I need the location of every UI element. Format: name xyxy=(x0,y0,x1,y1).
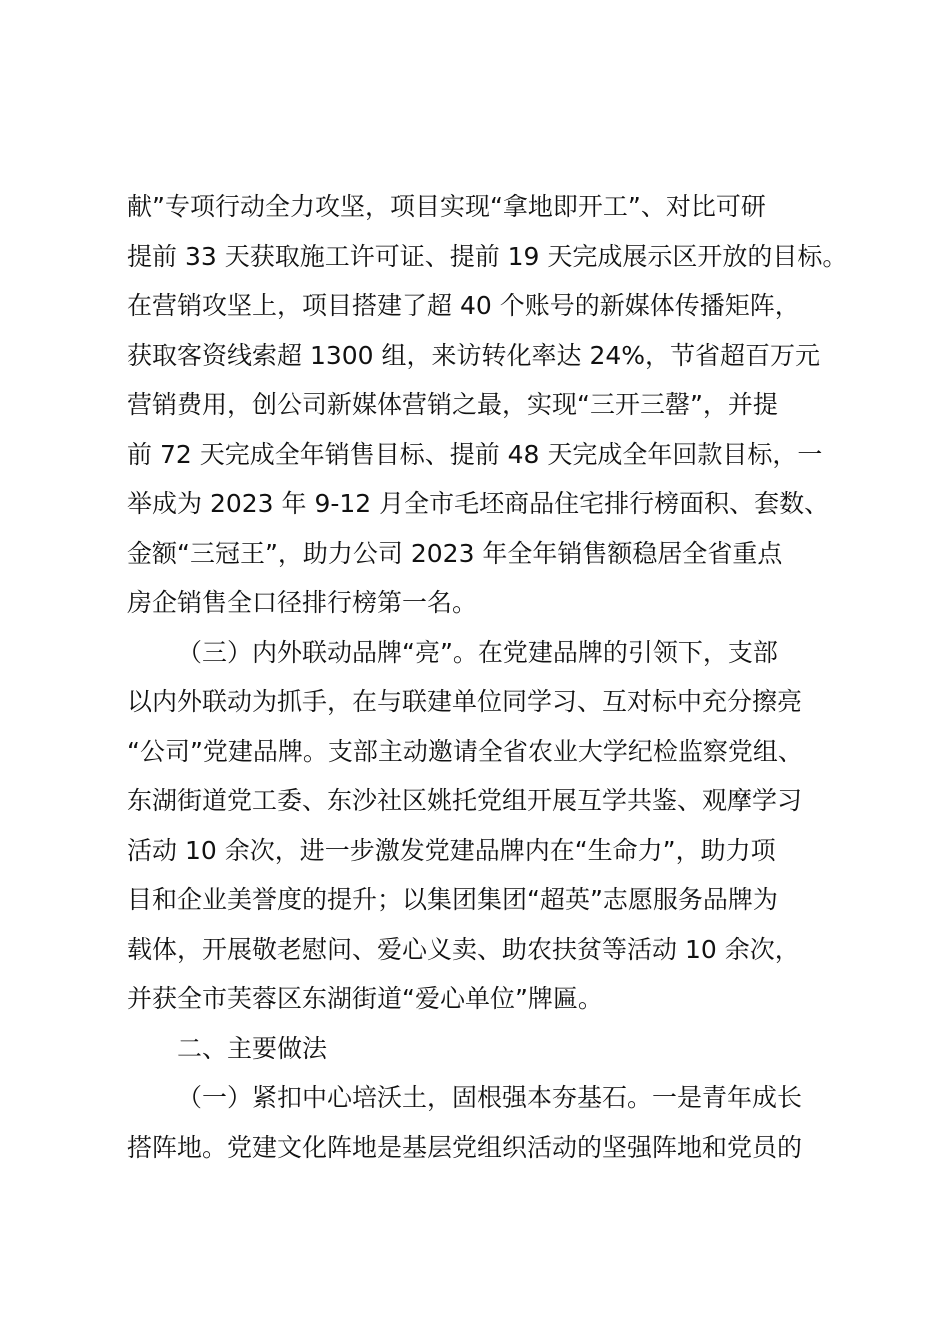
text-line-12: “公司”党建品牌。支部主动邀请全省农业大学纪检监察党组、 xyxy=(127,736,803,766)
text-line-8: 金额“三冠王”，助力公司 2023 年全年销售额稳居全省重点 xyxy=(127,538,783,568)
text-line-2: 提前 33 天获取施工许可证、提前 19 天完成展示区开放的目标。 xyxy=(127,241,848,271)
text-line-5: 营销费用，创公司新媒体营销之最，实现“三开三罄”，并提 xyxy=(127,390,778,419)
text-line-17: 并获全市芙蓉区东湖街道“爱心单位”牌匾。 xyxy=(127,984,603,1013)
text-line-3: 在营销攻坚上，项目搭建了超 40 个账号的新媒体传播矩阵， xyxy=(127,291,800,320)
body-text xyxy=(127,182,857,1172)
section-heading-main-methods: 二、主要做法 xyxy=(177,1033,328,1063)
text-line-16: 载体，开展敬老慰问、爱心义卖、助农扶贫等活动 10 余次， xyxy=(127,934,800,964)
text-line-1: 献”专项行动全力攻坚，项目实现“拿地即开工”、对比可研 xyxy=(127,192,766,221)
text-line-6: 前 72 天完成全年销售目标、提前 48 天完成全年回款目标，一 xyxy=(127,439,823,469)
text-line-20: 搭阵地。党建文化阵地是基层党组织活动的坚强阵地和党员的 xyxy=(127,1132,803,1162)
subsection-heading-one: （一）紧扣中心培沃土，固根强本夯基石。一是青年成长 xyxy=(177,1083,803,1112)
text-line-13: 东湖街道党工委、东沙社区姚托党组开展互学共鉴、观摩学习 xyxy=(127,786,803,815)
text-line-7: 举成为 2023 年 9-12 月全市毛坯商品住宅排行榜面积、套数、 xyxy=(127,489,830,518)
text-line-4: 获取客资线索超 1300 组，来访转化率达 24%，节省超百万元 xyxy=(127,340,821,370)
text-line-11: 以内外联动为抓手，在与联建单位同学习、互对标中充分擦亮 xyxy=(127,687,803,716)
text-line-15: 目和企业美誉度的提升；以集团集团“超英”志愿服务品牌为 xyxy=(127,885,778,914)
section-heading-brand: （三）内外联动品牌“亮”。在党建品牌的引领下，支部 xyxy=(177,637,778,667)
text-line-9: 房企销售全口径排行榜第一名。 xyxy=(127,588,478,617)
text-line-14: 活动 10 余次，进一步激发党建品牌内在“生命力”，助力项 xyxy=(127,835,776,865)
